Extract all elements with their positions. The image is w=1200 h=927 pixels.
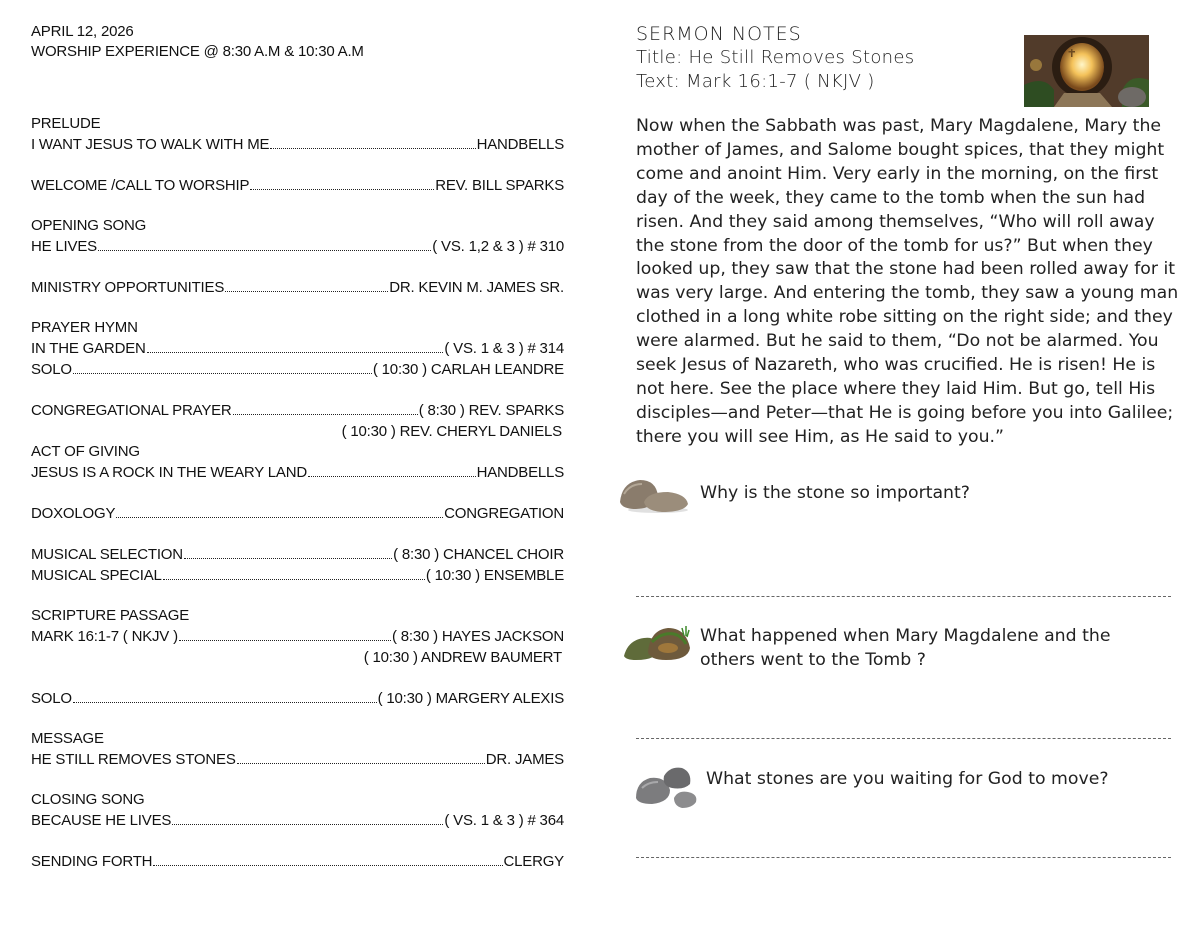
dot-leader xyxy=(153,865,502,866)
sermon-title: Title: He Still Removes Stones xyxy=(636,47,915,68)
program-item: HE LIVES xyxy=(31,238,97,255)
program-section xyxy=(31,216,564,257)
dot-leader xyxy=(172,824,443,825)
program-row xyxy=(31,400,564,421)
program-leader: ( 8:30 ) REV. SPARKS xyxy=(418,402,564,419)
program-row xyxy=(31,462,564,483)
program-section xyxy=(31,277,564,298)
dot-leader xyxy=(73,702,377,703)
program-section xyxy=(31,544,564,586)
program-item: MARK 16:1-7 ( NKJV ) xyxy=(31,628,178,645)
program-leader: ( VS. 1,2 & 3 ) # 310 xyxy=(432,238,564,255)
program-section xyxy=(31,318,564,380)
dot-leader xyxy=(73,373,372,374)
program-leader: HANDBELLS xyxy=(476,464,564,481)
program-item: WELCOME /CALL TO WORSHIP xyxy=(31,177,250,194)
program-leader: DR. JAMES xyxy=(485,751,564,768)
gray-stones-icon xyxy=(634,766,700,810)
section-title: CLOSING SONG xyxy=(31,791,145,808)
program-item: I WANT JESUS TO WALK WITH ME xyxy=(31,136,270,153)
dot-leader xyxy=(163,579,425,580)
program-leader: REV. BILL SPARKS xyxy=(435,177,564,194)
dot-leader xyxy=(250,189,434,190)
program-item: MUSICAL SPECIAL xyxy=(31,567,162,584)
service-times: WORSHIP EXPERIENCE @ 8:30 A.M & 10:30 A.M xyxy=(31,43,364,60)
question-1: Why is the stone so important? xyxy=(700,483,970,503)
answer-line-2 xyxy=(636,738,1171,739)
program-leader: CLERGY xyxy=(503,853,564,870)
program-sections xyxy=(31,114,564,872)
program-section xyxy=(31,503,564,524)
program-row xyxy=(31,810,564,831)
program-item: SENDING FORTH xyxy=(31,853,153,870)
program-section xyxy=(31,688,564,709)
program-leader: ( 10:30 ) CARLAH LEANDRE xyxy=(372,361,564,378)
program-row xyxy=(31,134,564,155)
section-title: MESSAGE xyxy=(31,730,104,747)
program-leader: CONGREGATION xyxy=(444,505,564,522)
empty-tomb-image xyxy=(1024,35,1149,107)
section-title: PRELUDE xyxy=(31,115,101,132)
dot-leader xyxy=(225,291,388,292)
program-row xyxy=(31,503,564,524)
answer-line-3 xyxy=(636,857,1171,858)
dot-leader xyxy=(308,476,476,477)
section-title: PRAYER HYMN xyxy=(31,319,138,336)
program-row xyxy=(31,565,564,586)
program-leader: ( VS. 1 & 3 ) # 364 xyxy=(444,812,564,829)
program-item: CONGREGATIONAL PRAYER xyxy=(31,402,232,419)
program-item: BECAUSE HE LIVES xyxy=(31,812,172,829)
dot-leader xyxy=(98,250,431,251)
program-row xyxy=(31,277,564,298)
question-2: What happened when Mary Magdalene and the others went to the Tomb ? xyxy=(700,626,1111,670)
program-row xyxy=(31,175,564,196)
program-section xyxy=(31,175,564,196)
question-3: What stones are you waiting for God to move? xyxy=(706,769,1109,789)
stones-icon xyxy=(618,474,690,514)
sermon-notes-heading: SERMON NOTES xyxy=(636,23,802,45)
program-section xyxy=(31,114,564,155)
program-row xyxy=(31,749,564,770)
program-item: JESUS IS A ROCK IN THE WEARY LAND xyxy=(31,464,307,481)
dot-leader xyxy=(147,352,444,353)
dot-leader xyxy=(237,763,485,764)
program-item: SOLO xyxy=(31,690,72,707)
dot-leader xyxy=(270,148,475,149)
program-row xyxy=(31,851,564,872)
program-leader-continued: ( 10:30 ) ANDREW BAUMERT xyxy=(363,649,562,666)
program-section xyxy=(31,790,564,831)
program-item: HE STILL REMOVES STONES xyxy=(31,751,236,768)
program-row xyxy=(31,544,564,565)
program-row xyxy=(31,688,564,709)
program-row xyxy=(31,236,564,257)
program-section xyxy=(31,606,564,668)
program-section xyxy=(31,400,564,442)
dot-leader xyxy=(179,640,391,641)
program-leader: HANDBELLS xyxy=(476,136,564,153)
sermon-text-reference: Text: Mark 16:1-7 ( NKJV ) xyxy=(636,71,875,92)
answer-line-1 xyxy=(636,596,1171,597)
program-row xyxy=(31,359,564,380)
program-item: SOLO xyxy=(31,361,72,378)
order-of-worship xyxy=(31,22,564,892)
dot-leader xyxy=(233,414,418,415)
program-leader: DR. KEVIN M. JAMES SR. xyxy=(389,279,564,296)
dot-leader xyxy=(184,558,392,559)
program-leader-continued: ( 10:30 ) REV. CHERYL DANIELS xyxy=(341,423,562,440)
mossy-rocks-icon xyxy=(622,622,692,662)
section-title: OPENING SONG xyxy=(31,217,147,234)
program-section xyxy=(31,729,564,770)
program-leader: ( 8:30 ) HAYES JACKSON xyxy=(391,628,564,645)
scripture-passage: Now when the Sabbath was past, Mary Magdalene, Mary the mother of James, and Salome bought spices, that they might come and anoint Him. Very early in the morning, on the first day of the week, they came to the tomb when the sun had risen. And they said among themselves, “Who will roll away the stone from the door of the tomb for us?” But when they looked up, they saw that the stone had been rolled away for it was very large. And entering the tomb, they saw a young man clothed in a long white robe sitting on the right side; and they were alarmed. But he said to them, “Do not be alarmed. You seek Jesus of Nazareth, who was crucified. He is risen! He is not here. See the place where they laid Him. But go, tell His disciples—and Peter—that He is going before you into Galilee; there you will see Him, as He said to you.” xyxy=(636,116,1179,447)
program-item: DOXOLOGY xyxy=(31,505,116,522)
program-section xyxy=(31,851,564,872)
program-row xyxy=(31,338,564,359)
section-title: ACT OF GIVING xyxy=(31,443,140,460)
dot-leader xyxy=(116,517,443,518)
program-row xyxy=(31,626,564,647)
service-date: APRIL 12, 2026 xyxy=(31,23,134,40)
program-leader: ( 8:30 ) CHANCEL CHOIR xyxy=(393,546,564,563)
section-title: SCRIPTURE PASSAGE xyxy=(31,607,190,624)
program-item: IN THE GARDEN xyxy=(31,340,146,357)
program-item: MUSICAL SELECTION xyxy=(31,546,183,563)
program-section xyxy=(31,442,564,483)
program-leader: ( 10:30 ) MARGERY ALEXIS xyxy=(377,690,564,707)
program-leader: ( VS. 1 & 3 ) # 314 xyxy=(444,340,564,357)
program-item: MINISTRY OPPORTUNITIES xyxy=(31,279,225,296)
program-leader: ( 10:30 ) ENSEMBLE xyxy=(425,567,564,584)
